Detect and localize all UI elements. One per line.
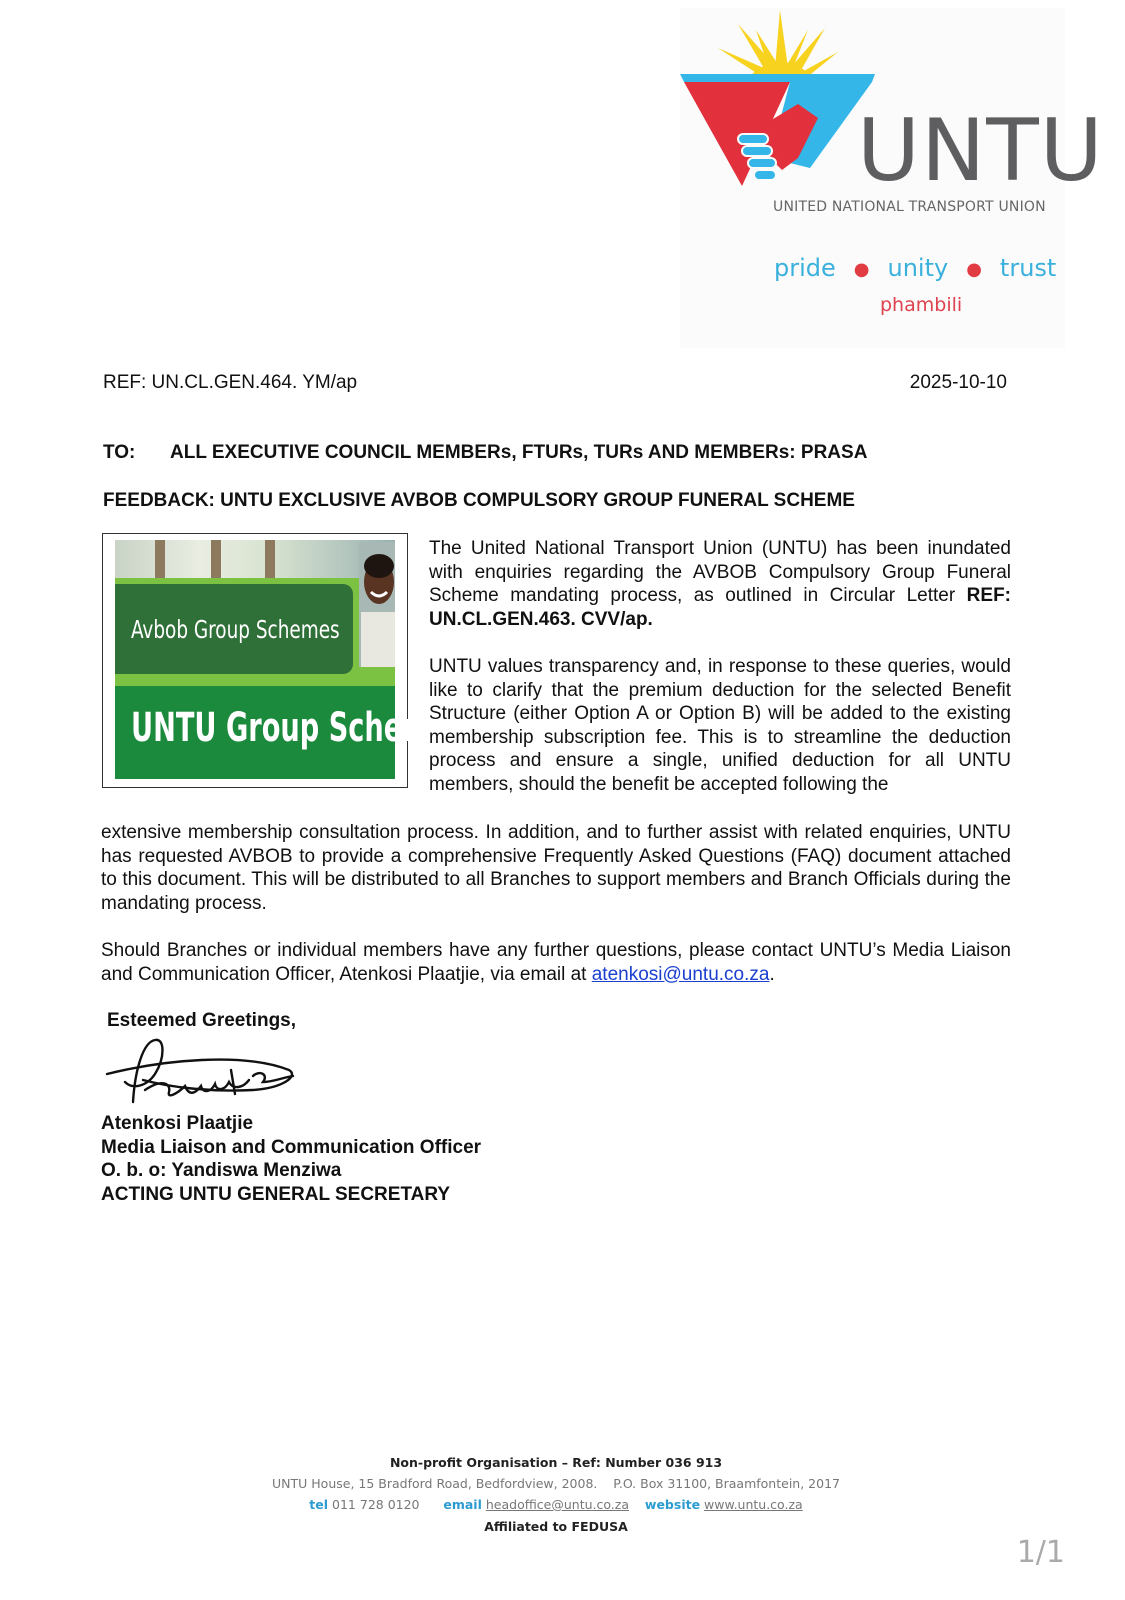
tel-number: 011 728 0120 (332, 1497, 420, 1512)
paragraph-4-end: . (769, 963, 775, 985)
page-indicator: 1/1 (1016, 1535, 1065, 1570)
signatory-name: Atenkosi Plaatjie (101, 1113, 254, 1134)
bullet-icon: ● (853, 258, 870, 280)
recipients: ALL EXECUTIVE COUNCIL MEMBERs, FTURs, TURs AND MEMBERs: PRASA (170, 442, 868, 463)
closing-greeting: Esteemed Greetings, (107, 1010, 297, 1031)
bullet-icon: ● (966, 258, 982, 280)
signatory-role: ACTING UNTU GENERAL SECRETARY (101, 1183, 451, 1205)
on-behalf-of: O. b. o: Yandiswa Menziwa (101, 1160, 342, 1182)
website-label: website (644, 1497, 701, 1512)
footer-contacts (0, 1497, 1112, 1512)
email-label: email (443, 1497, 482, 1512)
tagline-pride: pride (774, 254, 836, 282)
signature-icon (103, 1030, 303, 1112)
circular-reference: REF: UN.CL.GEN.463. CVV/ap. (429, 585, 1011, 630)
body-paragraph-2: UNTU values transparency and, in response to these queries, would like to clarify that the premium deduction for the selected Benefit Structure (either Option A or Option B) will be added to the existing membership subscription fee. This is to streamline the deduction process and ensure a single, unified deduction for all UNTU members, should the benefit be accepted following the (429, 656, 1011, 795)
footer-affiliation: Affiliated to FEDUSA (484, 1519, 628, 1534)
body-paragraph-1 (429, 537, 1011, 631)
footer-npo-number: Non-profit Organisation – Ref: Number 036 913 (389, 1455, 723, 1470)
untu-logo (680, 8, 1104, 348)
logo-sub-tagline: phambili (880, 294, 963, 316)
letter-date: 2025-10-10 (909, 372, 1007, 393)
signatory-title: Media Liaison and Communication Officer (101, 1136, 482, 1158)
contact-email-link[interactable]: atenkosi@untu.co.za (591, 963, 770, 985)
body-paragraph-3: extensive membership consultation process. In addition, and to further assist with related enquiries, UNTU has requested AVBOB to provide a comprehensive Frequently Asked Questions (FAQ) document attached to this document. This will be distributed to all Branches to support members and Branch Officials during the mandating process. (101, 822, 1011, 914)
tagline-trust: trust (999, 254, 1057, 282)
image-label-untu: UNTU Group Scheme (131, 705, 450, 751)
body-paragraph-4 (101, 939, 1011, 986)
reference-number: REF: UN.CL.GEN.464. YM/ap (103, 372, 358, 393)
paragraph-1-text: The United National Transport Union (UNTU) has been inundated with enquiries regarding the AVBOB Compulsory Group Funeral Scheme mandating process, as outlined in Circular Letter (429, 538, 1011, 607)
footer-email-link[interactable]: headoffice@untu.co.za (485, 1497, 629, 1512)
tel-label: tel (309, 1497, 329, 1512)
signatory-block (101, 1112, 481, 1206)
image-label-avbob: Avbob Group Schemes (131, 615, 340, 644)
logo-full-name: UNITED NATIONAL TRANSPORT UNION (773, 199, 1046, 215)
tagline-unity: unity (887, 254, 949, 282)
footer-address: UNTU House, 15 Bradford Road, Bedfordview, 2008. P.O. Box 31100, Braamfontein, 2017 (272, 1476, 840, 1491)
to-label: TO: (103, 442, 136, 463)
logo-tagline (774, 254, 1056, 282)
subject-heading: FEEDBACK: UNTU EXCLUSIVE AVBOB COMPULSORY GROUP FUNERAL SCHEME (103, 490, 855, 511)
logo-wordmark: UNTU (857, 101, 1104, 201)
paragraph-4-text: Should Branches or individual members have any further questions, please contact UNTU’s Media Liaison and Communication Officer, Atenkosi Plaatjie, via email at (101, 940, 1011, 985)
footer-website-link[interactable]: www.untu.co.za (704, 1497, 803, 1512)
child-photo-icon (359, 542, 395, 667)
avbob-scheme-image (102, 533, 450, 788)
recipients-line (103, 442, 867, 464)
